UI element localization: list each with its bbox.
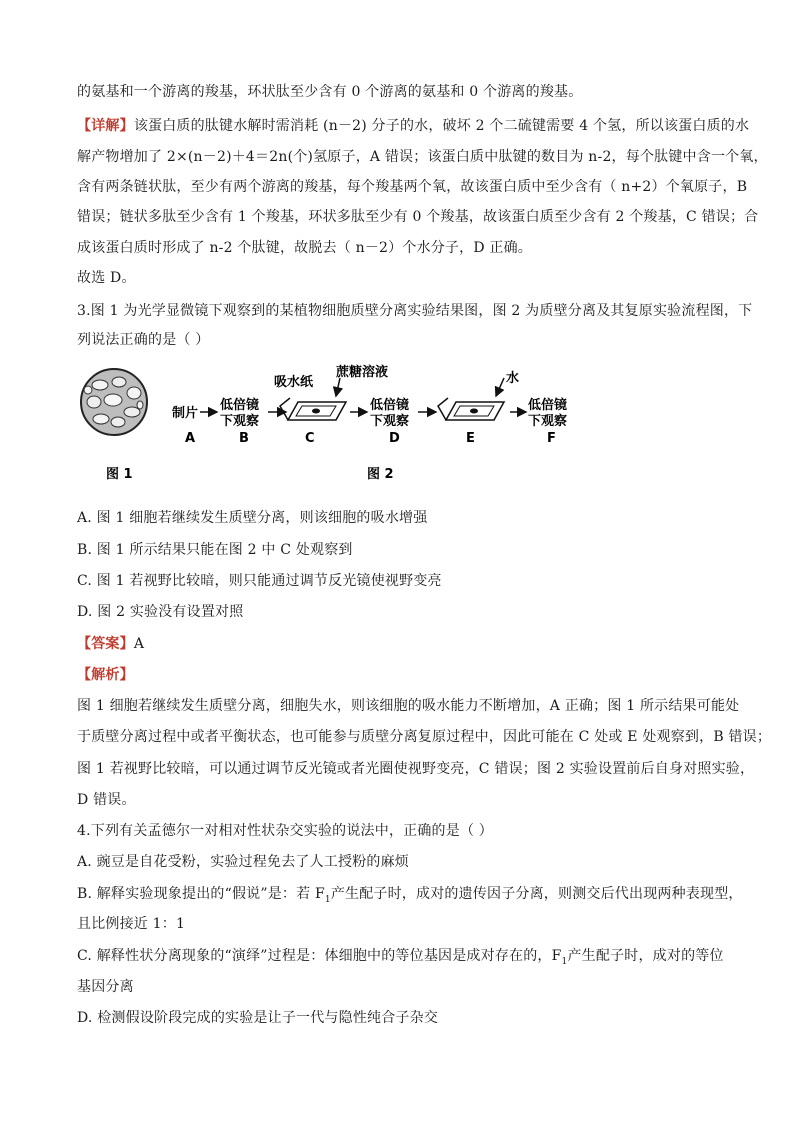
text-line: 含有两条链状肽，至少有两个游离的羧基，每个羧基两个氧，故该蛋白质中至少含有（ n+2）个氧原子，B: [77, 179, 748, 195]
label-shui: 水: [506, 371, 520, 386]
text-line: 错误；链状多肽至少含有 1 个羧基，环状多肽至少有 0 个羧基，故该蛋白质至少含有 2 个羧基，C 错误；合: [77, 209, 759, 225]
figure1-caption: 图 1: [106, 467, 133, 482]
text-line: [77, 116, 749, 136]
q4-c-part1: C. 解释性状分离现象的“演绎”过程是：体细胞中的等位基因是成对存在的，F: [77, 948, 562, 964]
letter-c: C: [305, 431, 315, 446]
cell-micrograph: [81, 369, 147, 435]
step-b-line1: 低倍镜: [220, 398, 260, 413]
detail-tag: 【详解】: [77, 118, 134, 134]
slide-e: [438, 398, 504, 420]
text-line: 故选 D。: [77, 270, 136, 286]
analysis-tag-line: [77, 665, 134, 685]
q4-c-part2: 产生配子时，成对的等位: [567, 948, 724, 964]
option-b: B. 图 1 所示结果只能在图 2 中 C 处观察到: [77, 542, 353, 558]
letter-e: E: [466, 431, 475, 446]
analysis-line: D 错误。: [77, 792, 136, 808]
step-d-line2: 下观察: [370, 414, 410, 429]
question-4-line: 4.下列有关孟德尔一对相对性状杂交实验的说法中，正确的是（ ）: [77, 823, 494, 839]
option-a: A. 图 1 细胞若继续发生质壁分离，则该细胞的吸水增强: [77, 510, 428, 526]
slide-c: [280, 398, 346, 420]
letter-f: F: [547, 431, 556, 446]
f1-subscript: 1: [561, 956, 568, 967]
letter-d: D: [389, 431, 400, 446]
step-d-line1: 低倍镜: [370, 398, 410, 413]
label-xishuizhi: 吸水纸: [274, 375, 314, 390]
analysis-line: 图 1 细胞若继续发生质壁分离，细胞失水，则该细胞的吸水能力不断增加，A 正确；图 1 所示结果可能处: [77, 698, 740, 714]
q4-option-b: [77, 884, 743, 910]
step-f-line2: 下观察: [528, 414, 568, 429]
experiment-figure: [74, 360, 594, 490]
detail-text: 该蛋白质的肽键水解时需消耗 (n－2) 分子的水，破坏 2 个二硫键需要 4 个氢，所以该蛋白质的水: [133, 118, 750, 134]
text-line: 的氨基和一个游离的羧基，环状肽至少含有 0 个游离的氨基和 0 个游离的羧基。: [77, 84, 583, 100]
question-3-line: 列说法正确的是（ ）: [77, 332, 210, 348]
question-3-line: 3.图 1 为光学显微镜下观察到的某植物细胞质壁分离实验结果图，图 2 为质壁分离及其复原实验流程图，下: [77, 303, 753, 319]
text-line: 成该蛋白质时形成了 n-2 个肽键，故脱去（ n－2）个水分子，D 正确。: [77, 240, 533, 256]
q4-option-a: A. 豌豆是自花受粉，实验过程免去了人工授粉的麻烦: [77, 854, 410, 870]
option-c: C. 图 1 若视野比较暗，则只能通过调节反光镜使视野变亮: [77, 573, 442, 589]
analysis-line: 图 1 若视野比较暗，可以通过调节反光镜或者光圈使视野变亮，C 错误；图 2 实验设置前后自身对照实验，: [77, 761, 755, 777]
f1-subscript: 1: [324, 894, 331, 905]
answer-line: [77, 634, 144, 654]
option-d: D. 图 2 实验没有设置对照: [77, 604, 244, 620]
letter-a: A: [185, 431, 196, 446]
figure2-caption: 图 2: [367, 467, 394, 482]
experiment-figure-svg: [74, 360, 594, 490]
analysis-line: 于质壁分离过程中或者平衡状态，也可能参与质壁分离复原过程中，因此可能在 C 处或 E 处观察到，B 错误；: [77, 729, 772, 745]
q4-option-c-cont: 基因分离: [77, 979, 134, 995]
q4-b-part2: 产生配子时，成对的遗传因子分离，则测交后代出现两种表现型，: [330, 886, 743, 902]
q4-option-c: [77, 946, 724, 972]
q4-option-d: D. 检测假设阶段完成的实验是让子一代与隐性纯合子杂交: [77, 1010, 439, 1026]
text-line: 解产物增加了 2×(n－2)＋4＝2n(个)氢原子，A 错误；该蛋白质中肽键的数目为 n-2，每个肽键中含一个氧，: [77, 149, 768, 165]
q4-b-part1: B. 解释实验现象提出的“假说”是：若 F: [77, 886, 325, 902]
step-b-line2: 下观察: [220, 414, 260, 429]
q4-option-b-cont: 且比例接近 1：1: [77, 916, 186, 932]
step-f-line1: 低倍镜: [528, 398, 568, 413]
analysis-tag: 【解析】: [77, 667, 134, 683]
label-zhetang: 蔗糖溶液: [336, 365, 389, 380]
letter-b: B: [239, 431, 249, 446]
answer-tag: 【答案】: [77, 636, 134, 652]
step-zhipian: 制片: [172, 406, 199, 421]
answer-value: A: [133, 636, 145, 652]
